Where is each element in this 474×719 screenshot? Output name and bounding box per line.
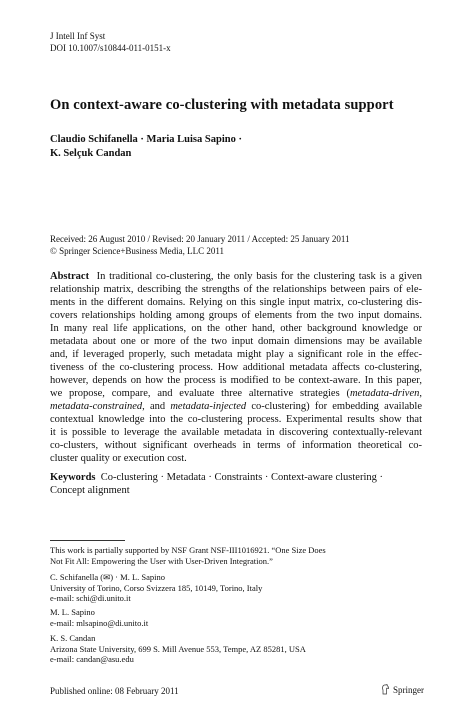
keywords-line-1: Keywords Co-clustering · Metadata · Constraints · Context-aware clustering · xyxy=(50,472,383,483)
abstract-line: covers relationships holding among groups of elements from the two input domains. xyxy=(50,310,422,321)
affiliation-email[interactable]: e-mail: schi@di.unito.it xyxy=(50,593,131,603)
abstract-line: cluster quality or execution cost. xyxy=(50,453,187,464)
publication-history xyxy=(50,234,350,257)
author-line-1: Claudio Schifanella · Maria Luisa Sapino · xyxy=(50,134,242,145)
abstract-line: tiveness of the co-clustering process. How additional metadata affects co-clustering, xyxy=(50,362,422,373)
affiliation-address: Arizona State University, 699 S. Mill Avenue 553, Tempe, AZ 85281, USA xyxy=(50,643,306,654)
published-online: Published online: 08 February 2011 xyxy=(50,686,179,696)
affiliation-email[interactable]: e-mail: mlsapino@di.unito.it xyxy=(50,617,149,628)
history-dates: Received: 26 August 2010 / Revised: 20 January 2011 / Accepted: 25 January 2011 xyxy=(50,234,350,244)
copyright-notice: © Springer Science+Business Media, LLC 2011 xyxy=(50,245,225,256)
keywords-heading: Keywords xyxy=(50,472,96,483)
grant-footnote: This work is partially supported by NSF Grant NSF-III1016921. “One Size Does Not Fit All: Empowering the User with User-Driven Integration.” xyxy=(50,545,326,566)
affiliation-address: University of Torino, Corso Svizzera 185, 10149, Torino, Italy xyxy=(50,582,263,593)
abstract-line: metadata-constrained, and metadata-injected co-clustering) for embedding available xyxy=(50,401,422,412)
affiliation-name: C. Schifanella (✉) · M. L. Sapino xyxy=(50,572,166,582)
keywords-line-2: Concept alignment xyxy=(50,485,130,496)
author-affiliation-2 xyxy=(50,607,148,628)
author-line-2: K. Selçuk Candan xyxy=(50,148,132,159)
footnote-divider xyxy=(50,540,125,541)
abstract-heading: Abstract xyxy=(50,271,90,282)
publisher-name: Springer xyxy=(393,684,424,695)
strategy-metadata-driven: metadata-driven xyxy=(349,388,420,399)
journal-doi[interactable]: DOI 10.1007/s10844-011-0151-x xyxy=(50,43,171,53)
journal-name: J Intell Inf Syst xyxy=(50,31,106,41)
paper-title: On context-aware co-clustering with metadata support xyxy=(50,97,394,113)
author-affiliation-3 xyxy=(50,633,306,665)
affiliation-name: K. S. Candan xyxy=(50,633,96,643)
abstract-line: contextual knowledge into the co-clustering process. Experimental results show that xyxy=(50,414,422,425)
springer-horse-icon xyxy=(380,684,390,695)
journal-header xyxy=(50,30,171,54)
publisher-logo xyxy=(380,684,424,695)
abstract-line: metadata about one or more of the two input domain dimensions may be available xyxy=(50,336,422,347)
strategy-metadata-injected: metadata-injected xyxy=(170,401,247,412)
abstract-line: ments in the different domains. Relying on this single input matrix, co-clustering dis- xyxy=(50,297,422,308)
author-list xyxy=(50,133,242,161)
strategy-metadata-constrained: metadata-constrained xyxy=(50,401,143,412)
abstract-line: co-clusters, without significant overheads in terms of information theoretical co- xyxy=(50,440,422,451)
abstract-line: In many real life applications, on the other hand, other background knowledge or xyxy=(50,323,422,334)
abstract-line: and, if leveraged properly, such metadata might play a significant role in the effec- xyxy=(50,349,422,360)
keywords-section xyxy=(50,471,422,497)
author-affiliation-1 xyxy=(50,572,262,604)
abstract-line: it is possible to leverage the available metadata in discovering contextually-relevant xyxy=(50,427,422,438)
abstract-section xyxy=(50,270,422,465)
abstract-line: Abstract In traditional co-clustering, the only basis for the clustering task is a given xyxy=(50,271,422,282)
affiliation-email[interactable]: e-mail: candan@asu.edu xyxy=(50,654,134,664)
abstract-line: however, depends on how the process is modified to be context-aware. In this paper, xyxy=(50,375,422,386)
abstract-line: we propose, compare, and evaluate three alternative strategies (metadata-driven, xyxy=(50,388,422,399)
abstract-line: relationship matrix, describing the strengths of the relationships between pairs of ele- xyxy=(50,284,422,295)
affiliation-name: M. L. Sapino xyxy=(50,607,95,617)
